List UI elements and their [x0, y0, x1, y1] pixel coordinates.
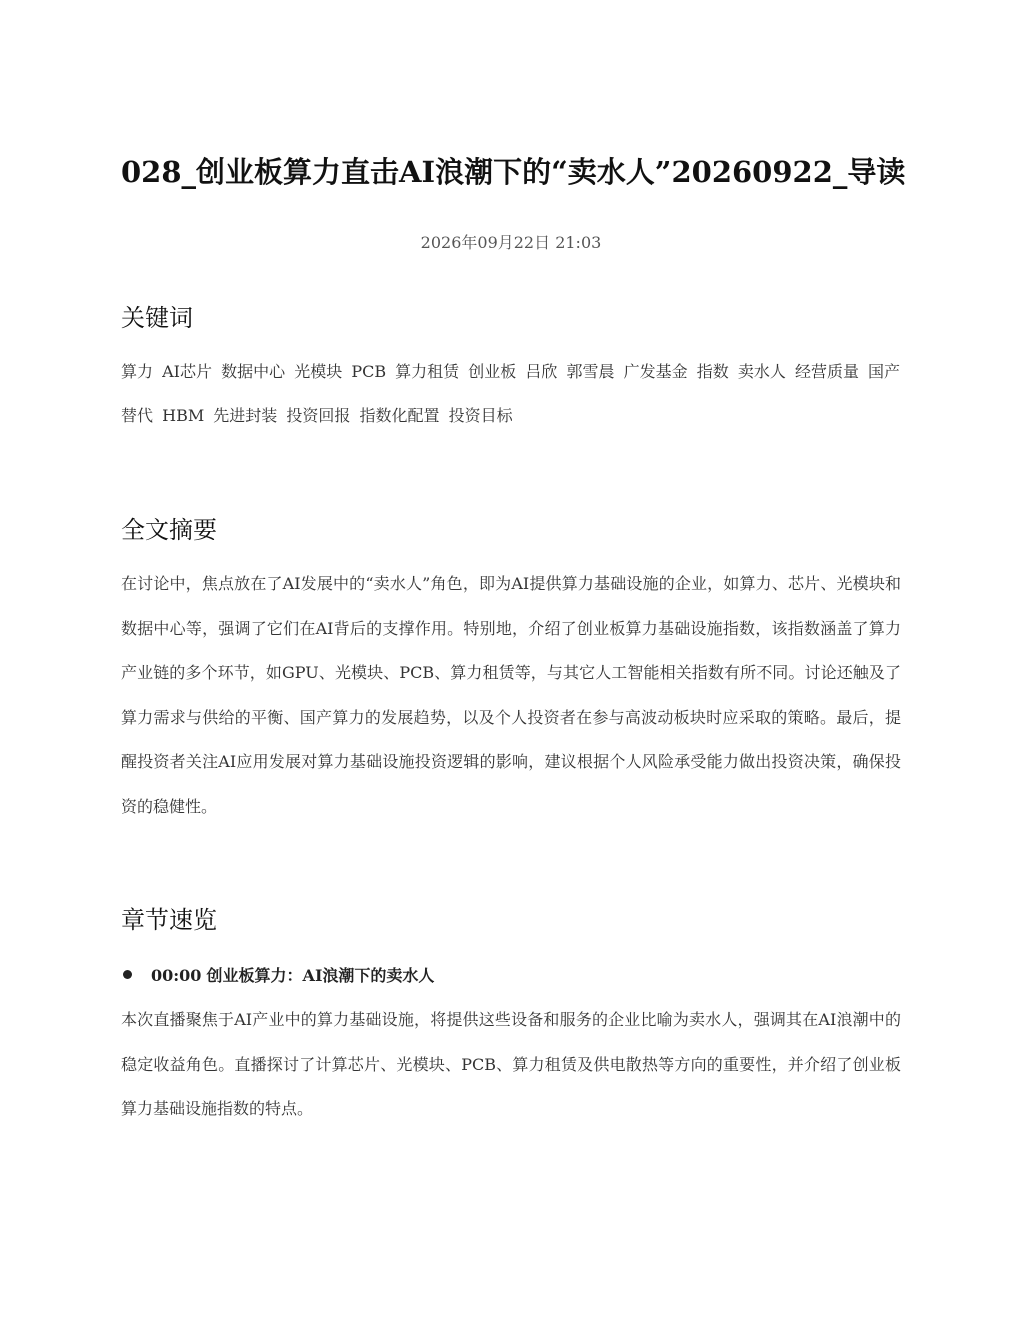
- document-datetime: 2026年09月22日 21:03: [420, 233, 602, 252]
- chapters-heading: 章节速览: [121, 906, 217, 934]
- bullet-icon: [123, 970, 132, 979]
- keyword-item: 光模块: [294, 362, 343, 381]
- chapter-item: [121, 960, 434, 988]
- keyword-item: 算力: [121, 362, 154, 381]
- keyword-item: 广发基金: [623, 362, 688, 381]
- summary-heading: 全文摘要: [121, 516, 217, 544]
- keyword-item: 创业板: [468, 362, 517, 381]
- keyword-item: 国产替代: [121, 362, 901, 425]
- keywords-heading: 关键词: [121, 304, 193, 332]
- keyword-item: 指数化配置: [359, 406, 440, 425]
- keyword-item: 卖水人: [737, 362, 786, 381]
- chapter-timestamp: 00:00: [151, 965, 202, 985]
- keyword-item: PCB: [351, 362, 387, 381]
- summary-text: 在讨论中，焦点放在了AI发展中的“卖水人”角色，即为AI提供算力基础设施的企业，如算力、芯片、光模块和数据中心等，强调了它们在AI背后的支撑作用。特别地，介绍了创业板算力基础设施指数，该指数涵盖了算力产业链的多个环节，如GPU、光模块、PCB、算力租赁等，与其它人工智能相关指数有所不同。讨论还触及了算力需求与供给的平衡、国产算力的发展趋势，以及个人投资者在参与高波动板块时应采取的策略。最后，提醒投资者关注AI应用发展对算力基础设施投资逻辑的影响，建议根据个人风险承受能力做出投资决策，确保投资的稳健性。: [121, 574, 901, 816]
- keyword-item: AI芯片: [162, 362, 212, 381]
- keyword-item: 投资回报: [286, 406, 351, 425]
- keyword-item: 先进封装: [213, 406, 278, 425]
- chapter-text: 本次直播聚焦于AI产业中的算力基础设施，将提供这些设备和服务的企业比喻为卖水人，强调其在AI浪潮中的稳定收益角色。直播探讨了计算芯片、光模块、PCB、算力租赁及供电散热等方向的重要性，并介绍了创业板算力基础设施指数的特点。: [121, 1010, 901, 1118]
- keyword-item: 经营质量: [794, 362, 859, 381]
- keyword-item: 指数: [696, 362, 729, 381]
- keywords-list: [121, 350, 901, 438]
- keyword-item: 吕欣: [525, 362, 558, 381]
- keyword-item: 投资目标: [448, 406, 513, 425]
- chapter-title: 创业板算力：AI浪潮下的卖水人: [206, 965, 435, 985]
- keyword-item: HBM: [162, 406, 205, 425]
- keyword-item: 算力租赁: [395, 362, 460, 381]
- keyword-item: 郭雪晨: [566, 362, 615, 381]
- document-title: 028_创业板算力直击AI浪潮下的“卖水人”20260922_导读: [121, 155, 906, 189]
- keyword-item: 数据中心: [221, 362, 286, 381]
- chapter-heading: [151, 963, 434, 986]
